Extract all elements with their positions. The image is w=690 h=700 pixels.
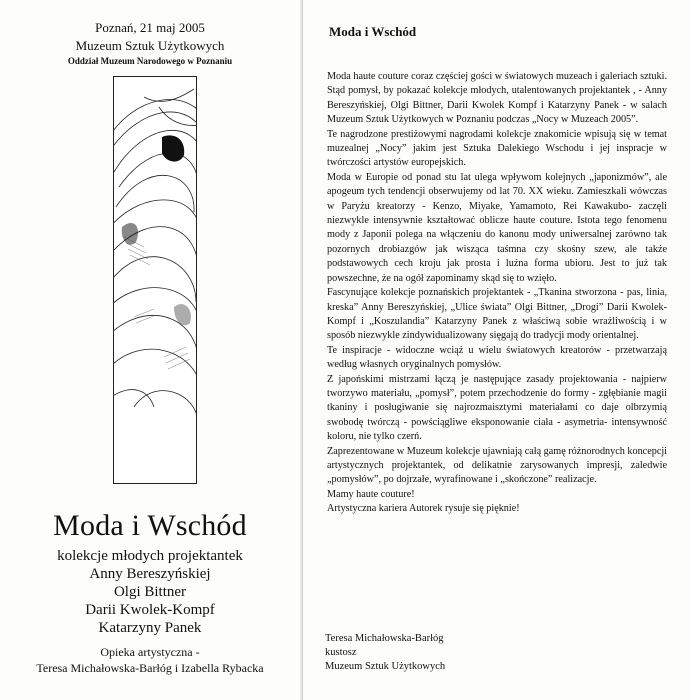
left-page <box>0 0 301 700</box>
paragraph: Artystyczna kariera Autorek rysuje się pięknie! <box>327 503 520 515</box>
designer-name: Anny Bereszyńskiej <box>89 566 211 582</box>
body-text <box>327 70 667 517</box>
designer-name: Katarzyny Panek <box>98 620 202 636</box>
paragraph: Moda haute couture coraz częściej gości w światowych muzeach i galeriach sztuki. Stąd pomysł, by pokazać kolekcje młodych, utalentowanych projektantek , - Anny Bereszyńskiej, Olgi Bittner, Darii Kwolek Kompf i Katarzyny Panek - w salach Muzeum Sztuk Użytkowych w Poznaniu podczas „Nocy w Muzeach 2005”. <box>327 71 667 126</box>
cover-title: Moda i Wschód <box>53 509 247 542</box>
signature-block <box>325 632 445 674</box>
signature-name: Teresa Michałowska-Barłóg <box>325 633 444 644</box>
museum-branch: Oddział Muzeum Narodowego w Poznaniu <box>67 56 233 66</box>
signature-role: kustosz <box>325 647 357 658</box>
paragraph: Te inspiracje - widoczne wciąż u wielu światowych kreatorów - przetwarzają według własnych oryginalnych pomysłów. <box>327 344 667 371</box>
paragraph: Fascynujące kolekcje poznańskich projektantek - „Tkanina stworzona - pas, linia, kreska” Anny Bereszyńskiej, „Ulice świata” Olgi Bittner, „Drogi” Darii Kwolek-Kompf i „Koszulandia” Katarzyny Panek z właściwą sobie wrażliwością i w sposób niezwykle zindywidualizowany sięgają do tradycji mody orientalnej. <box>327 287 667 342</box>
designer-name: Olgi Bittner <box>113 584 187 600</box>
paragraph: Zaprezentowane w Muzeum kolekcje ujawniają całą gamę różnorodnych koncepcji artystycznych projektantek, od delikatnie zarysowanych impresji, zaledwie „pomysłów”, po dojrzałe, wyrafinowane i „skończone” realizacje. <box>327 445 667 486</box>
paragraph: Mamy haute couture! <box>327 488 415 500</box>
text-title: Moda i Wschód <box>329 24 417 39</box>
artistic-care-names: Teresa Michałowska-Barłóg i Izabella Rybacka <box>36 661 264 675</box>
place-date: Poznań, 21 maj 2005 <box>95 20 205 35</box>
swirl-drawing <box>114 77 196 483</box>
designer-name: Darii Kwolek-Kompf <box>85 602 215 618</box>
ink-drawing-illustration <box>113 76 197 484</box>
artistic-care-label: Opieka artystyczna - <box>100 645 200 659</box>
paragraph: Moda w Europie od ponad stu lat ulega wpływom kolejnych „japonizmów”, ale apogeum tych tendencji obserwujemy od lat 70. XX wieku. Zamieszkali wówczas w Paryżu kreatorzy - Kenzo, Miyake, Yamamoto, Rei Kawakubo- zaczęli niezwykle intensywnie kształtować oblicze haute couture. Istota tego fenomenu mody z Japonii polega na włączeniu do kanonu mody uniwersalnej zarówno tak pozornych drobiazgów jak wisząca taśmna czy skośny szew, ale także podstawowych cech kroju jak prosta i luźna forma ubioru. Jest to już tak powszechne, że na ogół zapominamy skąd się to wzięło. <box>327 171 667 284</box>
signature-institution: Muzeum Sztuk Użytkowych <box>325 661 446 672</box>
right-page <box>302 0 690 700</box>
subtitle-line: kolekcje młodych projektantek <box>57 548 243 564</box>
paragraph: Z japońskimi mistrzami łączą je następujące zasady projektowania - najpierw tworzywo materiału, „pomysł”, potem przechodzenie do formy - zgłębianie magii tkaniny i posługiwanie się najrozmaisztymi materiałami co daje olbrzymią swobodę twórczą - powściągliwe eksponowanie ciała - asymetria- intensywność koloru, nie tylko czerń. <box>327 373 667 443</box>
paragraph: Te nagrodzone prestiżowymi nagrodami kolekcje znakomicie wpisują się w temat muzealnej „Nocy” jakim jest Sztuka Dalekiego Wschodu i jej inspracje w twórczości artystów europejskich. <box>327 128 667 169</box>
museum-name: Muzeum Sztuk Użytkowych <box>75 38 225 53</box>
